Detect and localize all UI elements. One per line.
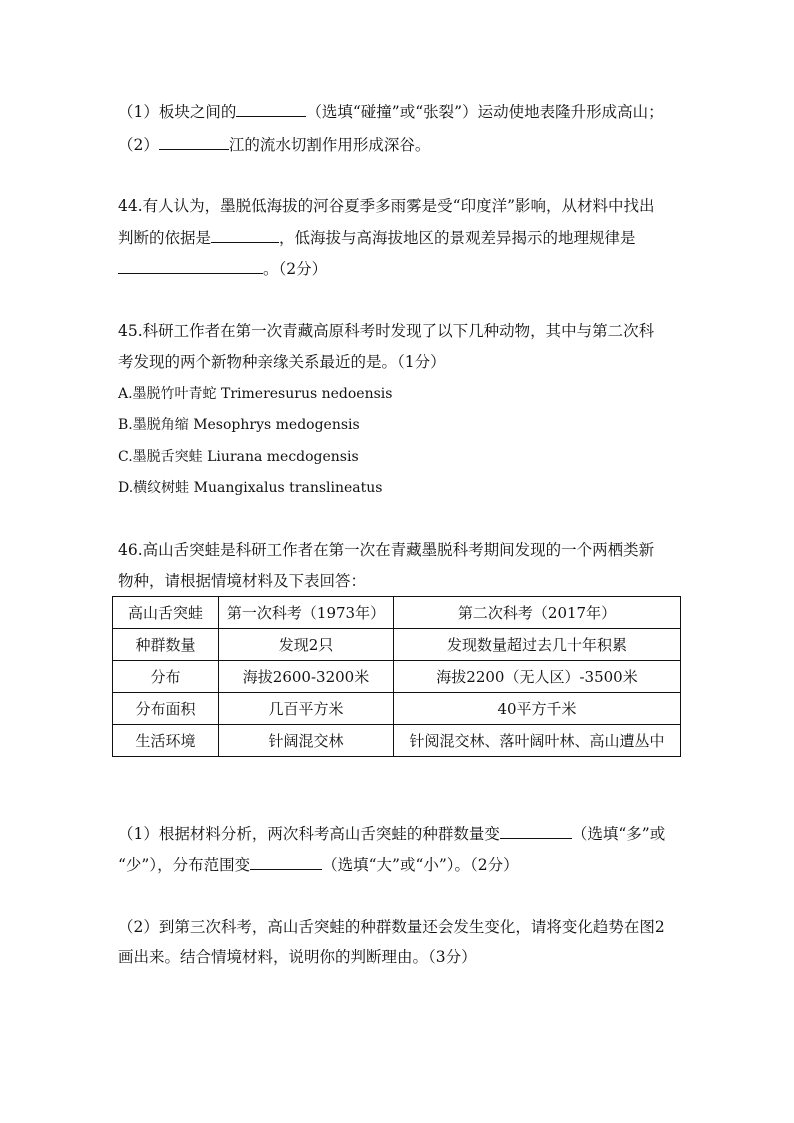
q46-sub1-line-1-prefix: （1）根据材料分析，两次科考高山舌突蛙的种群数量变	[118, 825, 500, 843]
q44-line-3	[118, 258, 327, 279]
table-cell: 海拔2600-3200米	[219, 661, 394, 693]
survey-comparison-table	[112, 596, 681, 757]
table-row	[113, 661, 681, 693]
table-cell: 种群数量	[113, 629, 219, 661]
table-header-row	[113, 597, 681, 629]
q45-option-b[interactable]: B.墨脱角缩 Mesophrys medogensis	[118, 417, 360, 433]
table-row	[113, 693, 681, 725]
q43-line-1-prefix: （1）板块之间的	[118, 103, 237, 121]
table-row	[113, 725, 681, 757]
table-cell: 针阅混交林、落叶阔叶林、高山遭丛中	[394, 725, 681, 757]
q46-line-1: 46.高山舌突蛙是科研工作者在第一次在青藏墨脱科考期间发现的一个两栖类新	[118, 541, 655, 559]
table-cell: 针阔混交林	[219, 725, 394, 757]
q46-sub1-line-2-prefix: “少”），分布范围变	[118, 856, 251, 874]
answer-blank-range-change[interactable]	[250, 854, 322, 870]
table-cell: 分布	[113, 661, 219, 693]
table-cell: 发现2只	[219, 629, 394, 661]
q46-sub1-line-2-suffix: （选填“大”或“小”）。（2分）	[322, 856, 519, 874]
q43-line-2	[118, 134, 430, 155]
q46-sub1-line-2	[118, 854, 519, 875]
q44-line-2-suffix: ，低海拔与高海拔地区的景观差异揭示的地理规律是	[279, 229, 636, 247]
answer-blank-river-name[interactable]	[159, 134, 229, 150]
q46-sub1-line-1	[118, 823, 665, 844]
q43-line-1-suffix: （选填“碰撞”或“张裂”）运动使地表隆升形成高山；	[306, 103, 664, 121]
table-cell: 海拔2200（无人区）-3500米	[394, 661, 681, 693]
q43-line-2-prefix: （2）	[118, 136, 159, 154]
table-cell: 分布面积	[113, 693, 219, 725]
q45-line-1: 45.科研工作者在第一次青藏高原科考时发现了以下几种动物，其中与第二次科	[118, 322, 655, 340]
q45-line-2: 考发现的两个新物种亲缘关系最近的是。（1分）	[118, 353, 446, 371]
q44-line-2-prefix: 判断的依据是	[118, 229, 212, 247]
q44-line-1: 44.有人认为，墨脱低海拔的河谷夏季多雨雾是受“印度洋”影响，从材料中找出	[118, 197, 655, 215]
q46-sub1-line-1-suffix: （选填“多”或	[571, 825, 666, 843]
table-cell: 生活环境	[113, 725, 219, 757]
q45-option-d[interactable]: D.横纹树蛙 Muangixalus translineatus	[118, 480, 383, 496]
table-header-cell: 第二次科考（2017年）	[394, 597, 681, 629]
q43-line-1	[118, 101, 664, 122]
table-cell: 几百平方米	[219, 693, 394, 725]
answer-blank-plate-motion[interactable]	[236, 101, 306, 117]
q46-sub2-line-2: 画出来。结合情境材料，说明你的判断理由。（3分）	[118, 948, 477, 966]
table-cell: 40平方千米	[394, 693, 681, 725]
q45-option-c[interactable]: C.墨脱舌突蛙 Liurana mecdogensis	[118, 449, 359, 465]
q44-line-3-suffix: 。（2分）	[263, 260, 328, 278]
answer-blank-evidence[interactable]	[211, 227, 279, 243]
table-row	[113, 629, 681, 661]
q45-option-a[interactable]: A.墨脱竹叶青蛇 Trimeresurus nedoensis	[118, 386, 393, 402]
answer-blank-geographic-law[interactable]	[118, 258, 263, 274]
q43-line-2-suffix: 江的流水切割作用形成深谷。	[228, 136, 431, 154]
q46-line-2: 物种，请根据情境材料及下表回答：	[118, 572, 367, 590]
table-cell: 发现数量超过去几十年积累	[394, 629, 681, 661]
q46-sub2-line-1: （2）到第三次科考，高山舌突蛙的种群数量还会发生变化，请将变化趋势在图2	[118, 918, 665, 936]
answer-blank-population-change[interactable]	[500, 823, 572, 839]
table-header-cell: 高山舌突蛙	[113, 597, 219, 629]
table-header-cell: 第一次科考（1973年）	[219, 597, 394, 629]
q44-line-2	[118, 227, 636, 248]
